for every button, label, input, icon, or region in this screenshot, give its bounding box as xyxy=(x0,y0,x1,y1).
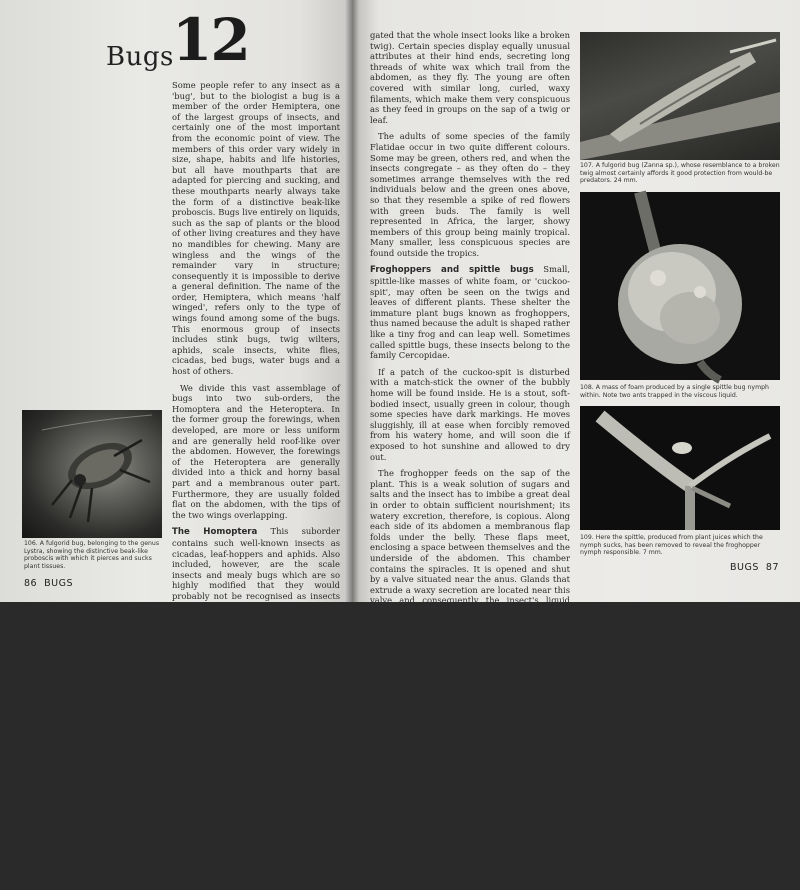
caption-109: 109. Here the spittle, produced from plant juices which the nymph sucks, has been removed to reveal the froghopper nymph responsible. 7 mm. xyxy=(580,534,763,557)
froghopper-feeding-paragraph: The froghopper feeds on the sap of the plant. This is a weak solution of sugars and salts and the insect has to imbibe a great deal in order to obtain sufficient nourishment; its watery excretion, therefore, is copious. Along each side of its abdomen a membranous flap folds under the belly. These flaps meet, enclosing a space between themselves and the underside of the abdomen. This chamber contains the spiracles. It is opened and shut by a valve situated near the anus. Glands that extrude a waxy secretion are located near this valve and consequently the insect's liquid excrement is mixed with this secretion. By flexing its tail in and out, the froghopper forces both air and liquid through the valve, thus producing the innumerable small bubbles that form its foamy home. These spread round and over the insect and serve to protect the insect from the hot rays of the sun and conceal it from its enemies. The bubbles do not burst for some time because they are strengthened by the waxy secretion, and, as they are being constantly renewed by the froghopper, the foam provides a cool shelter for the insect as long as it is feeding. xyxy=(370,468,570,743)
photo-108-spittle-foam xyxy=(580,192,780,380)
caption-106: 106. A fulgorid bug, belonging to the genus Lystra, showing the distinctive beak-like proboscis with which it pierces and sucks plant tissues. xyxy=(24,540,160,570)
froghoppers-text: Small, spittle-like masses of white foam, or 'cuckoo-spit', may often be seen on the twigs and leaves of different plants. These shelter the immature plant bugs known as froghoppers, thus named because the adult is shaped rather like a tiny frog and can leap well. Sometimes called spittle bugs, these insects belong to the family Cercopidae. xyxy=(370,264,570,361)
left-page xyxy=(0,0,352,884)
photo-109-froghopper-nymph xyxy=(580,406,780,530)
suborders-paragraph: We divide this vast assemblage of bugs into two sub-orders, the Homoptera and the Heteroptera. In the former group the forewings, when developed, are more or less uniform and are generally held roof-like over the abdomen. However, the forewings of the Heteroptera are generally divided into a thick and horny basal part and a membranous outer part. Furthermore, they are usually folded flat on the abdomen, with the tips of the two wings overlapping. xyxy=(172,382,340,520)
homoptera-text: This suborder contains such well-known insects as cicadas, leaf-hoppers and aphids. Also included, however, are the scale insects and mealy bugs which are so highly modified that they would probably not be recognised as insects by the uninitiated. The Homoptera are traditionally divided into two series, the Auchenorrhyncha, with three-segmented tarsi and short, bristle-like antennae; and the Sternorrhyncha, that have one- or two-segmented tarsi and long, thread-like antennae, unless legs or antennae or both are lacking. Further details of the classification of the group may be found at the end of the chapter. xyxy=(172,526,341,718)
right-page-number: 87 xyxy=(765,562,780,573)
froghoppers-heading: Froghoppers and spittle bugs xyxy=(370,265,534,276)
foam-photo-illustration xyxy=(580,192,780,380)
right-running-head: BUGS xyxy=(730,562,759,573)
chapter-title: Bugs xyxy=(106,42,174,72)
lanternflies-section xyxy=(172,724,340,884)
book-gutter xyxy=(345,0,359,602)
twig-photo-illustration xyxy=(580,32,780,160)
caption-108: 108. A mass of foam produced by a single spittle bug nymph within. Note two ants trapped in the viscous liquid. xyxy=(580,384,769,399)
froghoppers-section xyxy=(370,264,570,360)
right-page xyxy=(352,0,800,834)
froghopper-adult-paragraph: Eventually, when it is fully grown, the froghopper leaves the foam and casts its skin for the last time. The wing-buds on its back expand into a pair of stiff wings which it holds roofwise, over its back. These have a pair of delicate, membranous wings folded beneath them. Most froghoppers are small – only about 6-8 mm in xyxy=(370,749,570,834)
nymph-photo-illustration xyxy=(580,406,780,530)
homoptera-heading: The Homoptera xyxy=(172,527,258,538)
lanternflies-heading: Lanternflies xyxy=(172,725,230,736)
right-folio xyxy=(730,562,779,573)
left-column-top xyxy=(172,80,340,890)
twig-paragraph: gated that the whole insect looks like a broken twig). Certain species display equally unusual attributes at their hind ends, secreting long threads of white wax which trail from the abdomen, as they fly. The young are often covered with similar long, curled, waxy filaments, which make them very conspicuous as they feed in groups on the sap of a twig or leaf. xyxy=(370,30,570,125)
left-page-number: 86 xyxy=(24,578,38,589)
left-folio xyxy=(24,578,73,589)
bug-photo-illustration xyxy=(22,410,162,538)
flatidae-paragraph: The adults of some species of the family Flatidae occur in two quite different colours. Some may be green, others red, and when the insects congregate – as they often do – they sometimes arrange themselves with the red individuals below and the green ones above, so that they resemble a spike of red flowers with green buds. The family is well represented in Africa, the larger, showy members of this group being mainly tropical. Many smaller, less conspicuous species are found outside the tropics. xyxy=(370,131,570,258)
intro-paragraph: Some people refer to any insect as a 'bug', but to the biologist a bug is a member of the order Hemiptera, one of the largest groups of insects, and certainly one of the most important from the economic point of view. The members of this order vary widely in size, shape, habits and life histories, but all have mouthparts that are adapted for piercing and sucking, and these mouthparts nearly always take the form of a distinctive beak-like proboscis. Bugs live entirely on liquids, such as the sap of plants or the blood of other living creatures and they have no mandibles for chewing. Many are wingless and the wings of the remainder vary in structure; consequently it is impossible to derive a general definition. The name of the order, Hemiptera, which means 'half winged', refers only to the type of wings found among some of the bugs. This enormous group of insects includes stink bugs, twig wilters, aphids, scale insects, white flies, cicadas, bed bugs, water bugs and a host of others. xyxy=(172,80,340,377)
cuckoo-spit-paragraph: If a patch of the cuckoo-spit is disturbed with a match-stick the owner of the bubbly home will be found inside. He is a stout, soft-bodied insect, usually green in colour, though some species have dark markings. He moves sluggishly, ill at ease when forcibly removed from his watery home, and will soon die if exposed to hot sunshine and allowed to dry out. xyxy=(370,366,570,462)
photo-106-fulgorid-bug xyxy=(22,410,162,538)
caption-107: 107. A fulgorid bug (Zanna sp.), whose resemblance to a broken twig almost certainly affords it good protection from would-be predators. 24 mm. xyxy=(580,162,780,185)
left-running-head: BUGS xyxy=(44,578,74,589)
right-text-column xyxy=(370,30,570,840)
chapter-number: 12 xyxy=(172,6,249,74)
homoptera-section xyxy=(172,526,340,718)
photo-107-zanna-twig xyxy=(580,32,780,160)
lanternflies-text: Some of the larger members of the family Fulgoridae are handsome insects with brightly coloured wings and they may easily be mistaken for butterflies or moths. However, closer examination of the antennae and the jointed beak beneath the head will reveal their true character as plant bugs. In many lanternflies the front of the head is elongated to form a hollow, horn-like projection and it was once believed that this part of the body was luminous – hence the name of lanternflies (in the genus Zanna the head is so elon- xyxy=(172,724,340,884)
